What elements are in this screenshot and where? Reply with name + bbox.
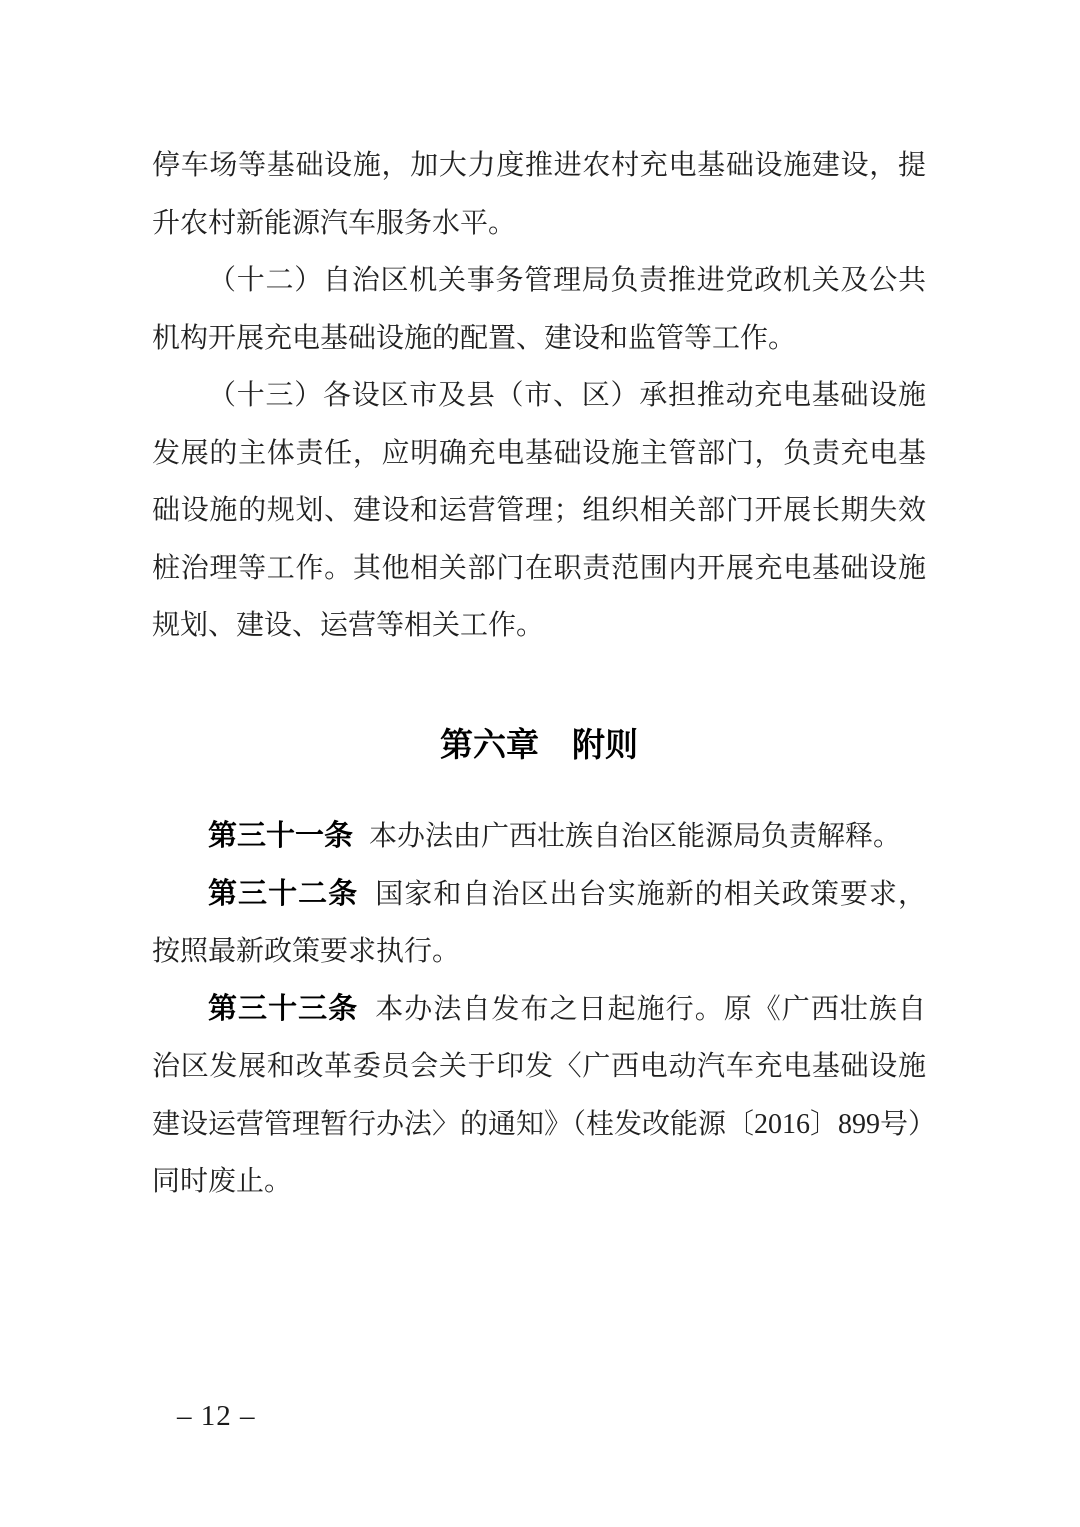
document-line: 桩治理等工作。其他相关部门在职责范围内开展充电基础设施 xyxy=(152,552,926,584)
article-label: 第三十三条 xyxy=(208,992,359,1025)
document-line: （十二）自治区机关事务管理局负责推进党政机关及公共 xyxy=(208,265,926,296)
document-line xyxy=(152,866,926,924)
document-line: （十三）各设区市及县（市、区）承担推动充电基础设施 xyxy=(208,380,926,411)
page-number: – 12 – xyxy=(177,1400,256,1432)
document-line: 治区发展和改革委员会关于印发〈广西电动汽车充电基础设施 xyxy=(152,1051,926,1082)
paragraph-article-31 xyxy=(152,808,926,866)
paragraph-article-33 xyxy=(152,981,937,1211)
document-line: 升农村新能源汽车服务水平。 xyxy=(152,207,517,239)
paragraph-continuation xyxy=(152,137,926,252)
paragraph-item-13 xyxy=(152,367,926,655)
document-line xyxy=(152,808,926,866)
paragraph-article-32 xyxy=(152,866,926,981)
article-text: 本办法自发布之日起施行。原《广西壮族自 xyxy=(374,993,926,1025)
document-line: 础设施的规划、建设和运营管理；组织相关部门开展长期失效 xyxy=(152,495,926,526)
article-label: 第三十二条 xyxy=(208,877,359,910)
document-line: 同时废止。 xyxy=(152,1166,293,1197)
document-line: 停车场等基础设施，加大力度推进农村充电基础设施建设，提 xyxy=(152,150,926,181)
chapter-heading: 第六章 附则 xyxy=(440,725,638,763)
document-line: 发展的主体责任，应明确充电基础设施主管部门，负责充电基 xyxy=(152,437,926,469)
article-label: 第三十一条 xyxy=(208,820,354,852)
document-line: 机构开展充电基础设施的配置、建设和监管等工作。 xyxy=(152,322,797,354)
paragraph-item-12 xyxy=(152,252,926,367)
document-line xyxy=(152,981,926,1039)
article-text: 国家和自治区出台实施新的相关政策要求， xyxy=(374,878,926,910)
document-line: 规划、建设、运营等相关工作。 xyxy=(152,610,545,641)
article-text: 本办法由广西壮族自治区能源局负责解释。 xyxy=(369,821,902,852)
document-text-block xyxy=(152,137,937,1211)
document-line: 按照最新政策要求执行。 xyxy=(152,936,461,967)
document-line: 建设运营管理暂行办法〉的通知》（桂发改能源〔2016〕899号） xyxy=(152,1108,937,1140)
